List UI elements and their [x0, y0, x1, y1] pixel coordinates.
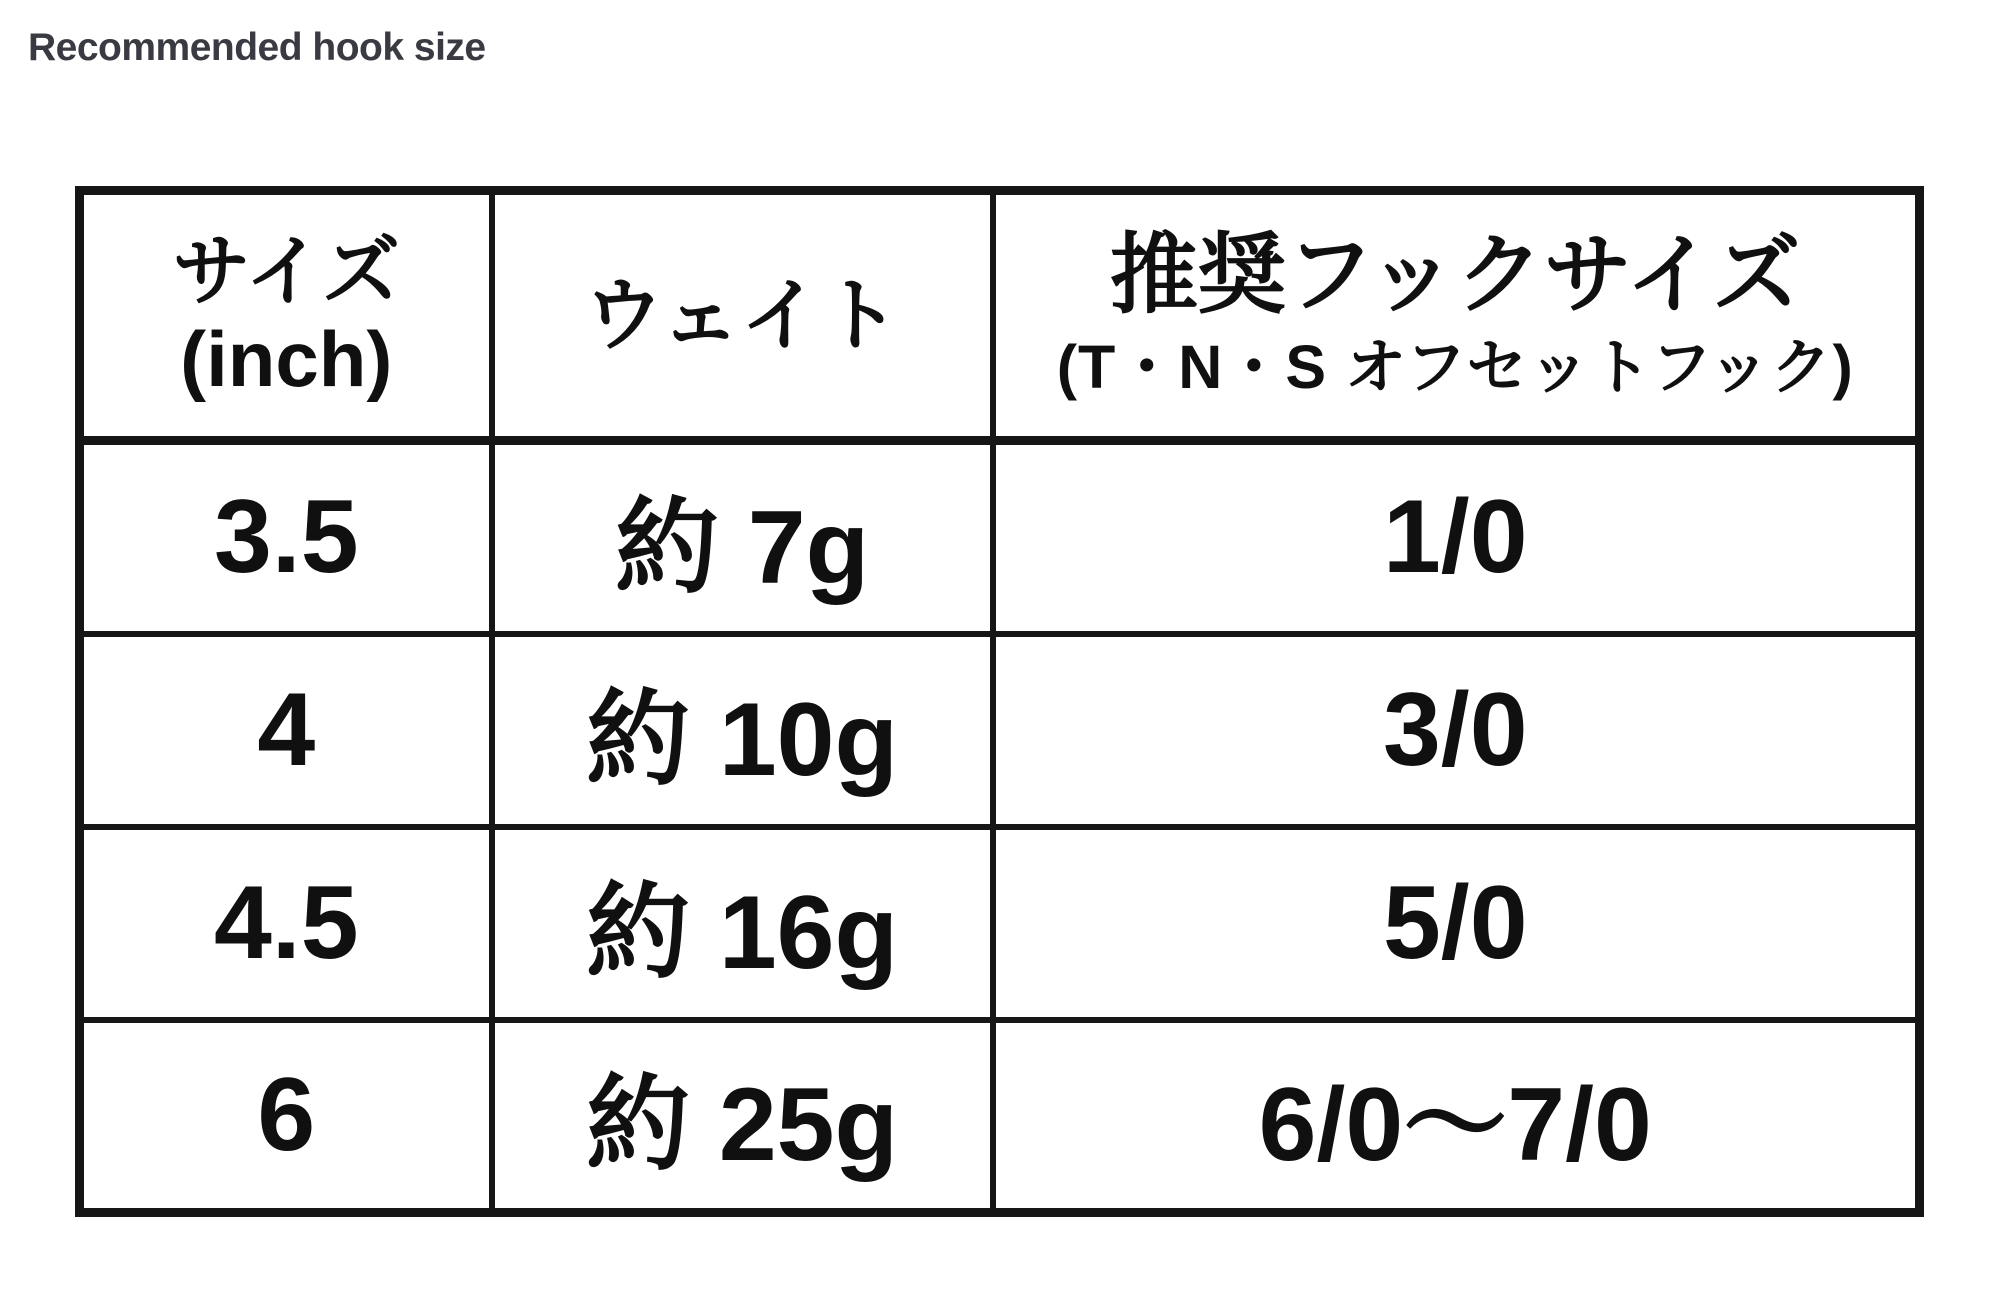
- cell-size-inch: 6: [80, 1020, 492, 1213]
- cell-size-inch: 3.5: [80, 441, 492, 634]
- cell-weight: 約 16g: [492, 827, 993, 1020]
- cell-size-inch: 4.5: [80, 827, 492, 1020]
- table-header-row: [80, 191, 1920, 441]
- cell-weight: 約 10g: [492, 634, 993, 827]
- header-hook-size: [993, 191, 1920, 441]
- header-size-unit: (inch): [180, 314, 393, 403]
- cell-hook-size: 3/0: [993, 634, 1920, 827]
- header-weight-label: ウェイト: [583, 270, 901, 360]
- table-row: [80, 1020, 1920, 1213]
- cell-size-inch: 4: [80, 634, 492, 827]
- page-title: Recommended hook size: [28, 26, 486, 69]
- cell-hook-size: 1/0: [993, 441, 1920, 634]
- table-row: [80, 827, 1920, 1020]
- cell-hook-size: 6/0～7/0: [993, 1020, 1920, 1213]
- header-size-label: サイズ: [172, 227, 401, 316]
- cell-hook-size: 5/0: [993, 827, 1920, 1020]
- table-row: [80, 441, 1920, 634]
- header-weight: [492, 191, 993, 441]
- header-size-inch: [80, 191, 492, 441]
- table-row: [80, 634, 1920, 827]
- cell-weight: 約 25g: [492, 1020, 993, 1213]
- header-hook-size-subtitle: (T・N・S オフセットフック): [1056, 332, 1854, 401]
- cell-weight: 約 7g: [492, 441, 993, 634]
- hook-size-table: [75, 186, 1924, 1217]
- header-hook-size-label: 推奨フックサイズ: [1109, 225, 1801, 325]
